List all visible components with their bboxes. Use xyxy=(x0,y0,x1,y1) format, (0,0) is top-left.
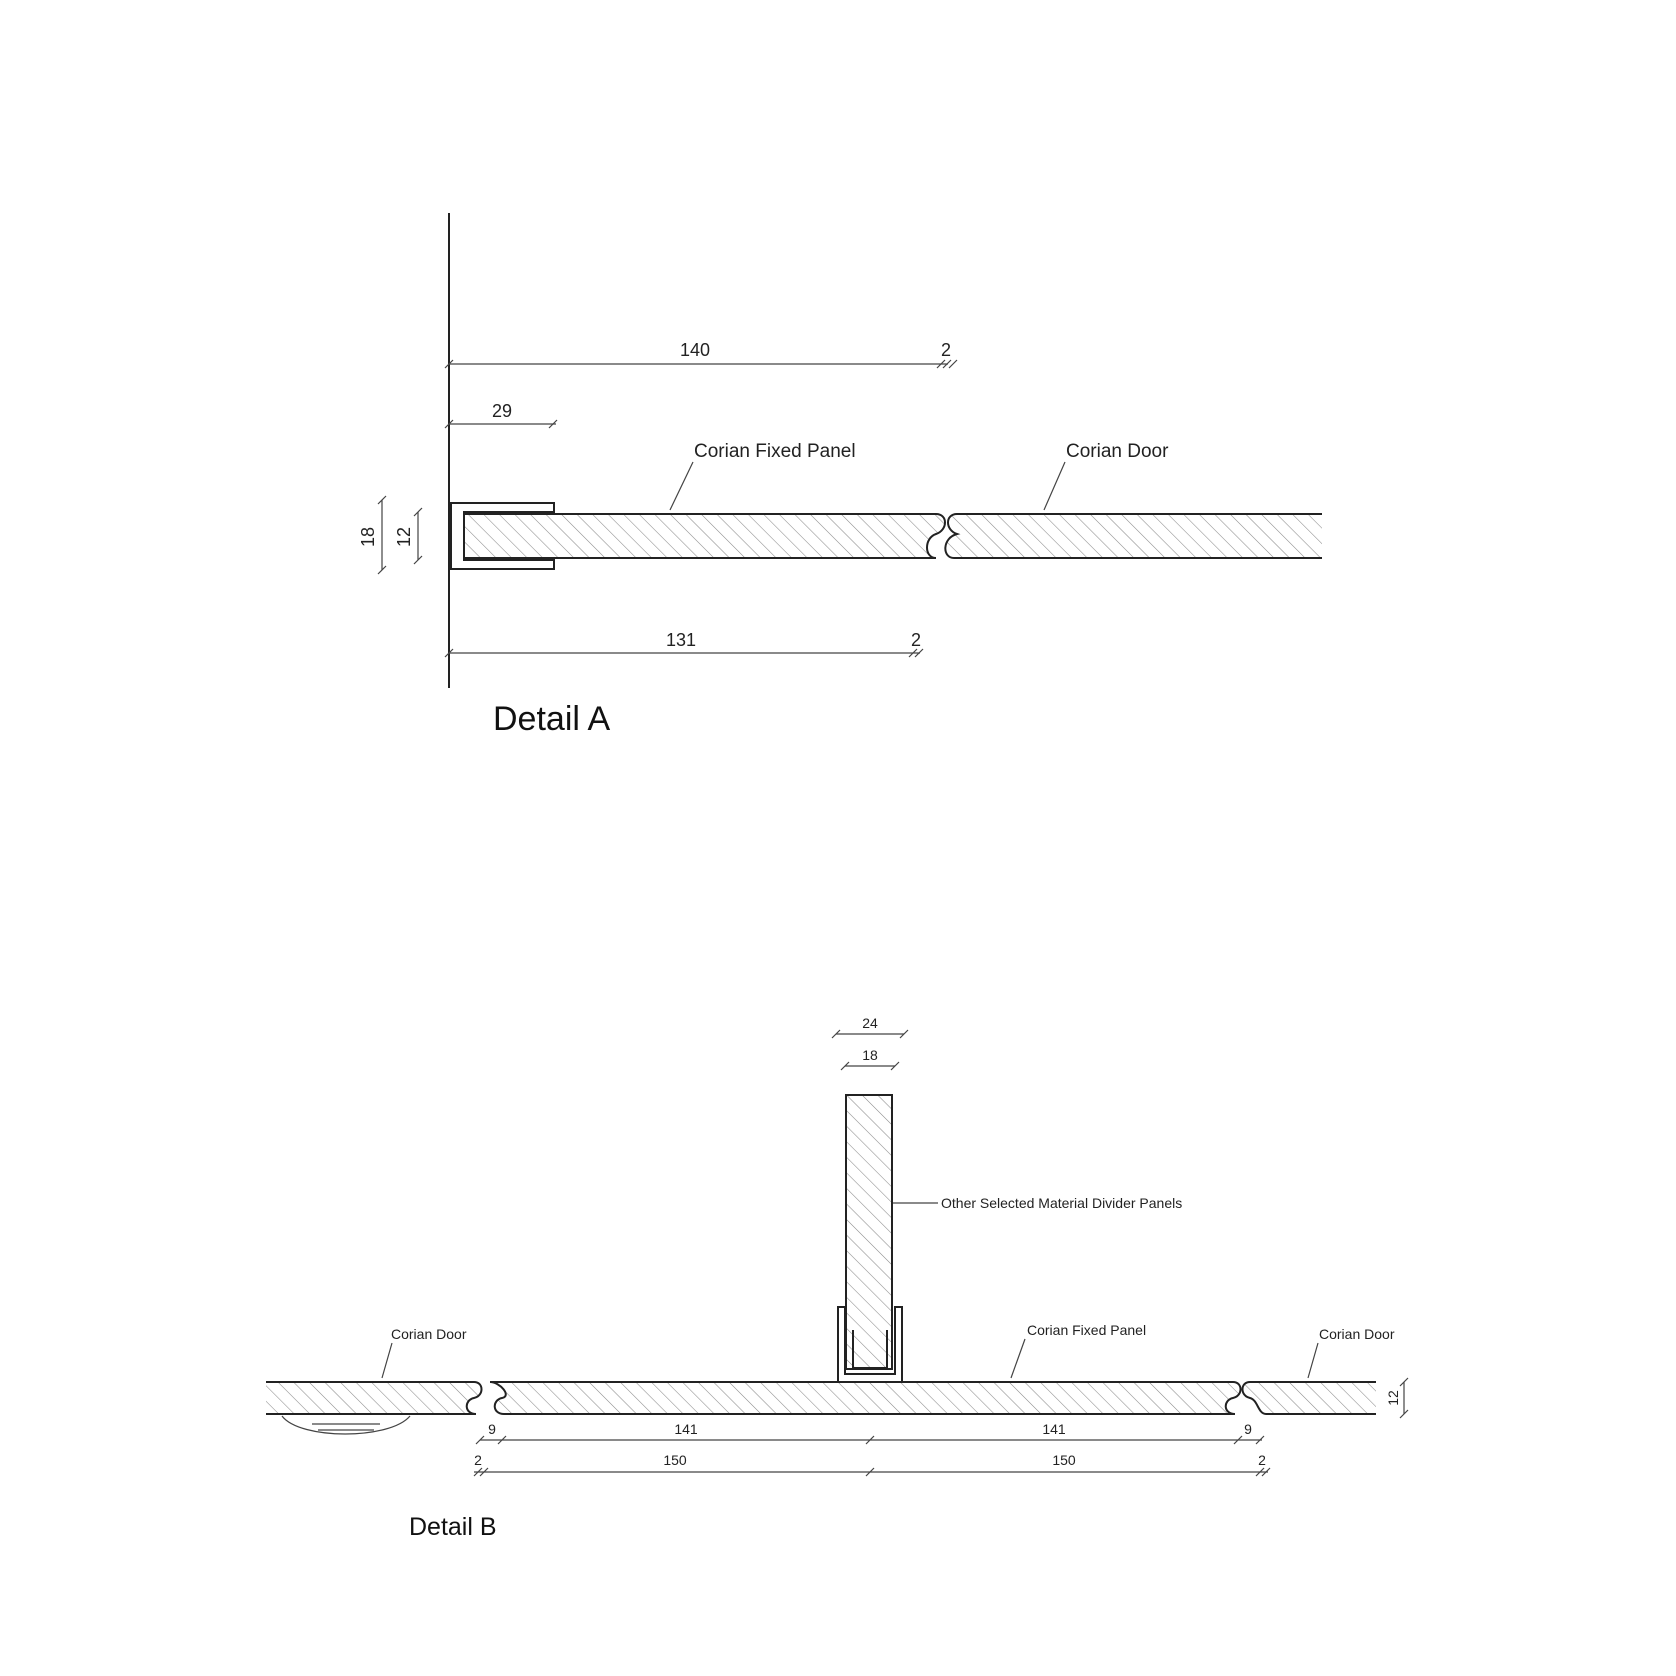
dim-12-a: 12 xyxy=(394,526,414,548)
label-door-left-b: Corian Door xyxy=(391,1326,467,1342)
dim-12-b: 12 xyxy=(1385,1390,1401,1406)
door-panel-section xyxy=(945,514,1322,558)
label-door-right-b: Corian Door xyxy=(1319,1326,1395,1342)
dim-2-bottom: 2 xyxy=(910,630,922,650)
dim-18-b: 18 xyxy=(862,1047,878,1063)
dim-9-right: 9 xyxy=(1244,1421,1252,1437)
dim-150-left: 150 xyxy=(663,1452,687,1468)
detail-b xyxy=(266,1015,1408,1541)
dim-141-right: 141 xyxy=(1042,1421,1066,1437)
detail-a-title: Detail A xyxy=(493,700,611,738)
fixed-panel-section-b xyxy=(490,1382,1241,1414)
label-divider: Other Selected Material Divider Panels xyxy=(941,1195,1183,1211)
dim-2-left-b: 2 xyxy=(474,1452,482,1468)
door-right-section xyxy=(1243,1382,1377,1414)
dim-9-left: 9 xyxy=(488,1421,496,1437)
door-left-section xyxy=(266,1382,482,1414)
divider-panel-section xyxy=(846,1095,892,1369)
dim-150-right: 150 xyxy=(1052,1452,1076,1468)
detail-a xyxy=(358,213,1322,738)
dim-2-right-b: 2 xyxy=(1258,1452,1266,1468)
dim-141-left: 141 xyxy=(674,1421,698,1437)
detail-b-title: Detail B xyxy=(409,1513,497,1541)
fixed-panel-section xyxy=(464,514,945,558)
dim-140: 140 xyxy=(679,340,711,360)
label-door-a: Corian Door xyxy=(1066,441,1169,462)
dim-2-top: 2 xyxy=(940,340,952,360)
dim-24: 24 xyxy=(862,1015,878,1031)
dim-131: 131 xyxy=(665,630,697,650)
label-fixed-panel-a: Corian Fixed Panel xyxy=(694,441,856,462)
dim-29: 29 xyxy=(491,401,513,421)
dim-18-a: 18 xyxy=(358,526,378,548)
label-fixed-panel-b: Corian Fixed Panel xyxy=(1027,1322,1147,1338)
door-handle xyxy=(282,1416,410,1434)
